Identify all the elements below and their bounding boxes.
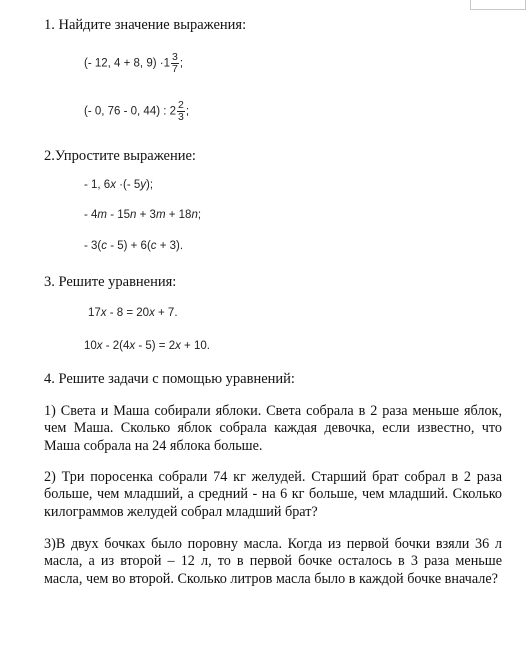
task4-heading: 4. Решите задачи с помощью уравнений: (44, 371, 295, 387)
fraction: $\frac{2}{3}$ (178, 99, 184, 123)
task3-heading: 3. Решите уравнения: (44, 274, 177, 290)
corner-frame (470, 0, 526, 10)
task1-heading: 1. Найдите значение выражения: (44, 17, 247, 33)
problem-2: 2) Три поросенка собрали 74 кг желудей. Старший брат собрал в 2 раза больше, чем младший, а средний - на 6 кг больше, чем младший. Сколько килограммов желудей собрал младший брат? (44, 469, 502, 520)
task2-heading: 2.Упростите выражение: (44, 148, 196, 164)
simplify-2: - 4m - 15n + 3m + 18n; (84, 209, 202, 221)
problem-1: 1) Света и Маша собирали яблоки. Света собрала в 2 раза меньше яблок, чем Маша. Сколько яблок собрала каждая девочка, если известно, что Маша собрала на 24 яблока больше. (44, 403, 502, 454)
simplify-1: - 1, 6x ·(- 5y); (84, 179, 154, 191)
simplify-3: - 3(c - 5) + 6(c + 3). (84, 240, 184, 252)
fraction: $\frac{3}{7}$ (171, 51, 178, 75)
equation-1: 17x - 8 = 20x + 7. (88, 307, 178, 319)
expression-1: (- 12, 4 + 8, 9) ·1 $\frac{3}{7}$ ; (84, 51, 184, 75)
problem-3: 3)В двух бочках было поровну масла. Когда из первой бочки взяли 36 л масла, а из второй – 12 л, то в первой бочке осталось в 3 раза меньше масла, чем во второй. Сколько литров масла было в каждой бочке вначале? (44, 536, 502, 587)
expression-2: (- 0, 76 - 0, 44) : 2 $\frac{2}{3}$ ; (84, 99, 190, 123)
equation-2: 10x - 2(4x - 5) = 2x + 10. (84, 340, 210, 352)
